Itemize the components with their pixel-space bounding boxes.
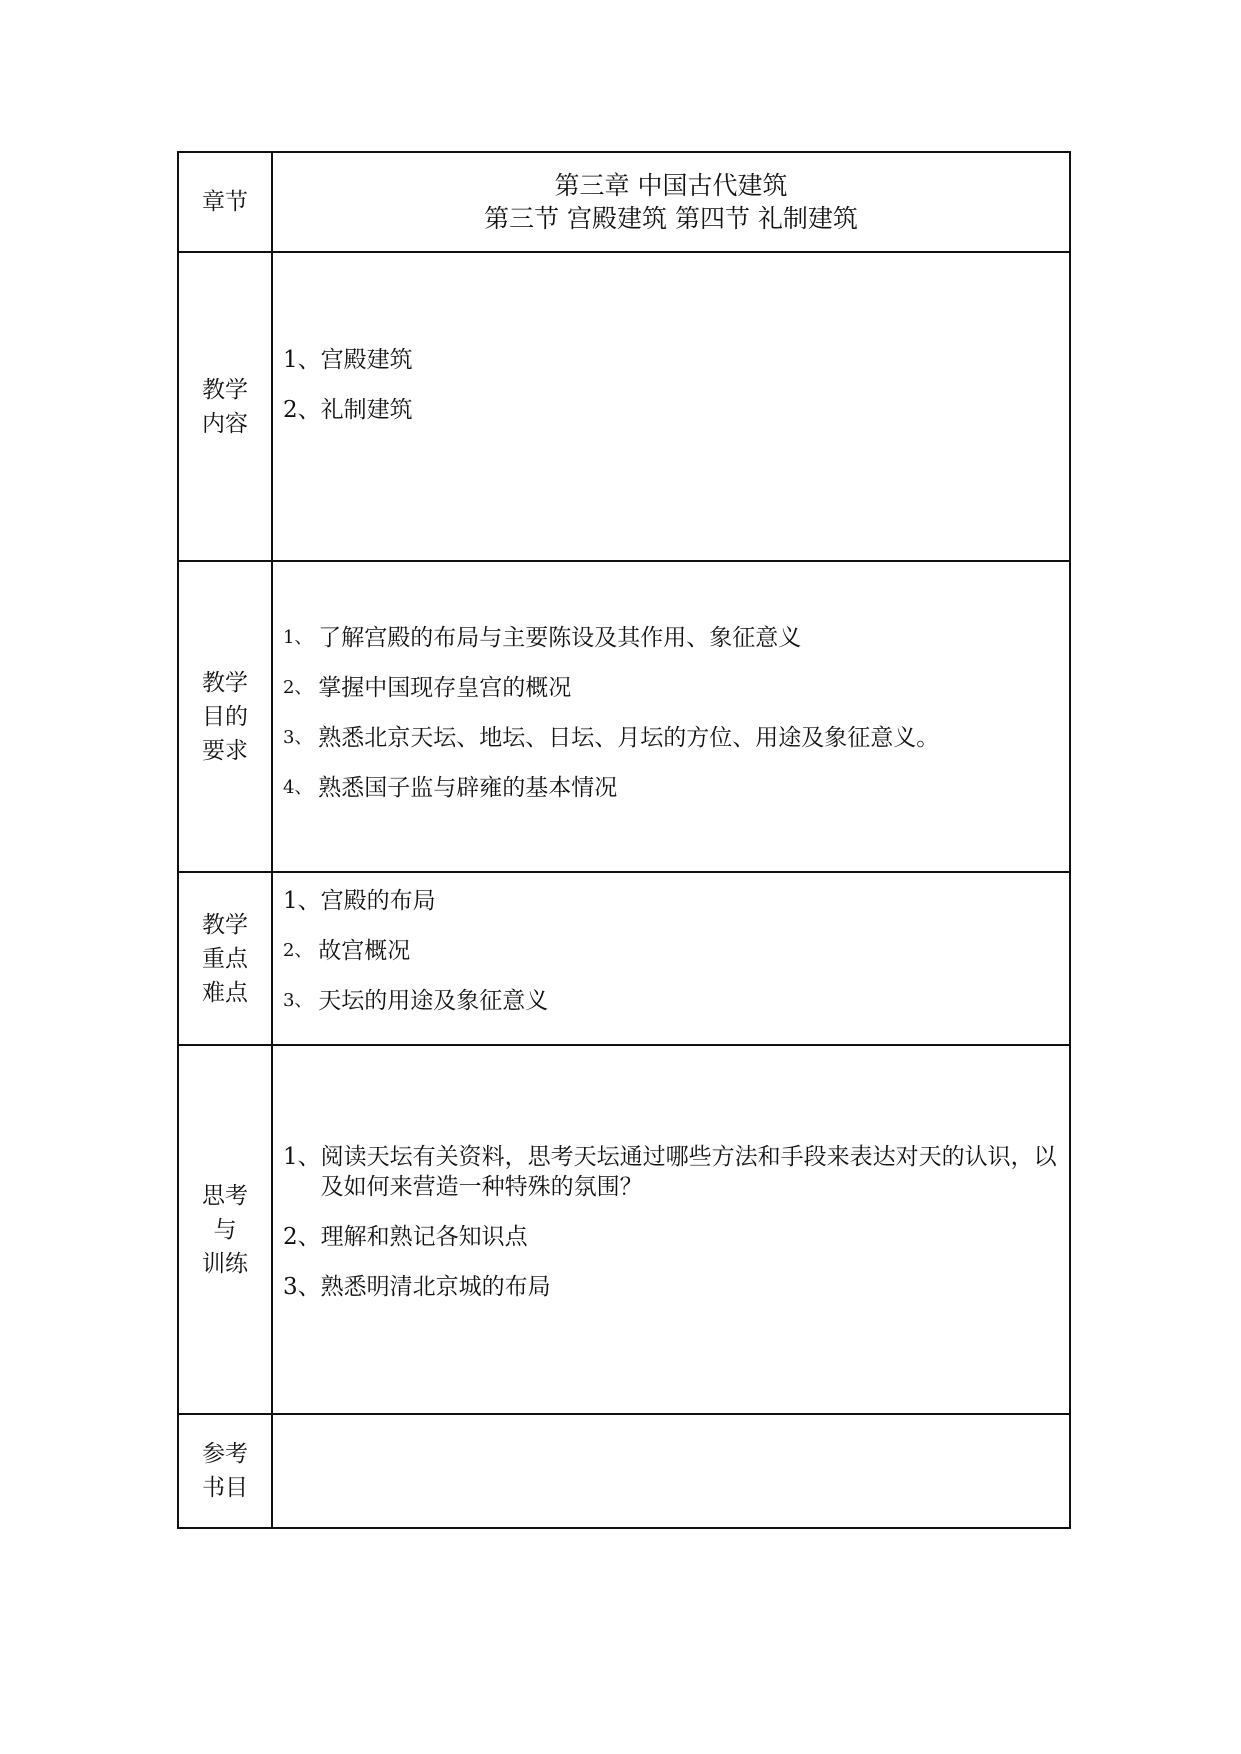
label-line: 教学 (202, 376, 248, 403)
item-number: 1、 (283, 1143, 321, 1170)
item-number: 2、 (283, 939, 319, 961)
item-text: 熟悉明清北京城的布局 (320, 1273, 551, 1300)
thinking-training-label (178, 1045, 272, 1414)
label-line: 内容 (202, 410, 248, 437)
label-line: 目的 (202, 703, 248, 730)
teaching-content-cell (272, 252, 1070, 561)
list-item (283, 395, 1059, 425)
item-text: 熟悉国子监与辟雍的基本情况 (318, 774, 618, 801)
list-item (283, 623, 1059, 653)
teaching-goals-cell (272, 561, 1070, 872)
item-text: 宫殿建筑 (320, 346, 413, 373)
key-points-cell (272, 872, 1070, 1045)
item-number: 4、 (283, 776, 319, 798)
references-cell (272, 1414, 1070, 1528)
item-number: 3、 (283, 989, 319, 1011)
label-line: 教学 (202, 669, 248, 696)
item-number: 3、 (283, 726, 319, 748)
row-references (178, 1414, 1070, 1528)
item-number: 1、 (283, 887, 321, 914)
list-item (283, 673, 1059, 703)
label-line: 训练 (202, 1250, 248, 1277)
list-item (283, 723, 1059, 753)
list-item (283, 773, 1059, 803)
teaching-goals-label (178, 561, 272, 872)
item-text: 熟悉北京天坛、地坛、日坛、月坛的方位、用途及象征意义。 (318, 724, 940, 751)
row-thinking-training (178, 1045, 1070, 1414)
list-item (283, 1222, 1059, 1252)
chapter-title-line-2: 第三节 宫殿建筑 第四节 礼制建筑 (484, 204, 858, 233)
item-text: 礼制建筑 (320, 396, 413, 423)
label-line: 思考 (202, 1182, 248, 1209)
list-item (283, 345, 1059, 375)
row-teaching-content (178, 252, 1070, 561)
references-label (178, 1414, 272, 1528)
item-number: 2、 (283, 1223, 321, 1250)
chapter-title-line-1: 第三章 中国古代建筑 (554, 171, 788, 200)
item-number: 1、 (283, 346, 321, 373)
label-line: 与 (213, 1216, 237, 1243)
thinking-training-cell (272, 1045, 1070, 1414)
label-line: 重点 (202, 945, 248, 972)
row-teaching-goals (178, 561, 1070, 872)
list-item (283, 936, 1059, 966)
item-text: 阅读天坛有关资料，思考天坛通过哪些方法和手段来表达对天的认识，以及如何来营造一种特殊的氛围？ (320, 1143, 1057, 1200)
chapter-title (272, 152, 1070, 252)
label-line: 要求 (202, 737, 248, 764)
list-item (283, 986, 1059, 1016)
item-number: 1、 (283, 626, 319, 648)
list-item (283, 1272, 1059, 1302)
label-line: 教学 (202, 911, 248, 938)
item-text: 理解和熟记各知识点 (320, 1223, 528, 1250)
key-points-label (178, 872, 272, 1045)
label-line: 参考 (202, 1441, 248, 1467)
label-line: 难点 (202, 979, 248, 1006)
item-text: 故宫概况 (318, 937, 411, 964)
label-line: 书目 (202, 1475, 248, 1501)
item-text: 宫殿的布局 (320, 887, 436, 914)
row-key-points (178, 872, 1070, 1045)
teaching-content-label (178, 252, 272, 561)
item-number: 3、 (283, 1273, 321, 1300)
chapter-label: 章节 (178, 152, 272, 252)
list-item (283, 886, 1059, 916)
item-number: 2、 (283, 676, 319, 698)
lesson-plan-table (177, 151, 1071, 1529)
item-text: 掌握中国现存皇宫的概况 (318, 674, 572, 701)
list-item (283, 1142, 1059, 1202)
item-text: 天坛的用途及象征意义 (318, 987, 549, 1014)
item-number: 2、 (283, 396, 321, 423)
item-text: 了解宫殿的布局与主要陈设及其作用、象征意义 (318, 624, 802, 651)
row-chapter (178, 152, 1070, 252)
